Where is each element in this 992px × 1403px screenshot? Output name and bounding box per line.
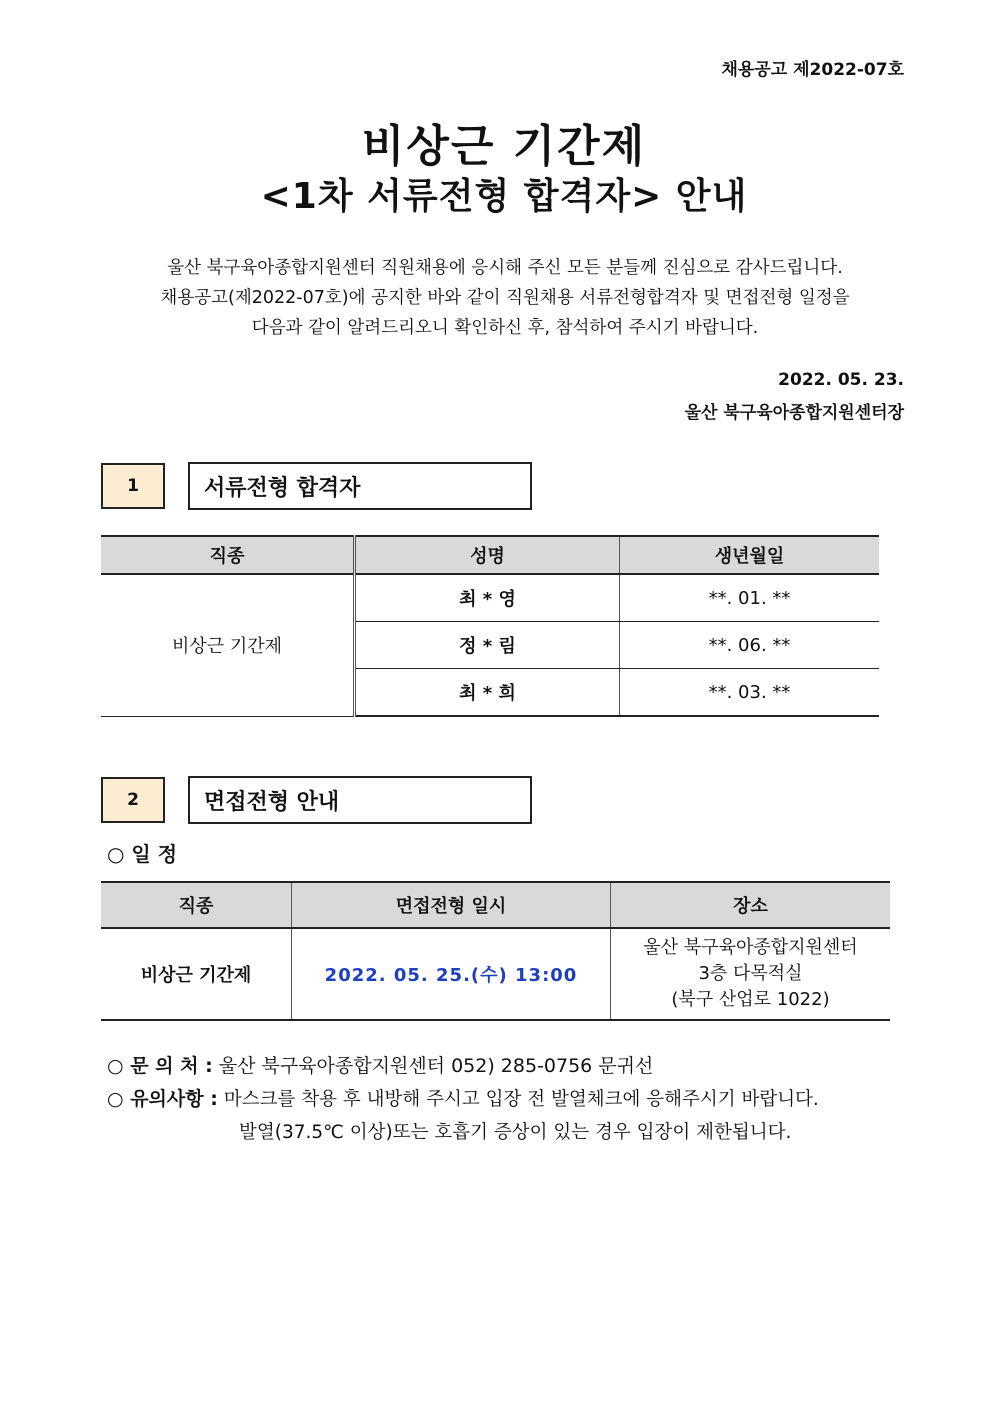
name-cell: 최 * 희 — [355, 669, 620, 717]
intro-text — [60, 253, 950, 343]
column-header: 장소 — [611, 882, 891, 928]
intro-line: 울산 북구육아종합지원센터 직원채용에 응시해 주신 모든 분들께 진심으로 감사드립니다. — [167, 258, 843, 278]
interview-datetime: 2022. 05. 25.(수) 13:00 — [292, 928, 611, 1020]
table-header-row — [101, 536, 879, 574]
job-cell: 비상근 기간제 — [101, 574, 355, 716]
organization-name: 울산 북구육아종합지원센터장 — [684, 403, 904, 423]
column-header: 직종 — [101, 536, 355, 574]
birth-cell: **. 06. ** — [620, 622, 880, 669]
notice-date: 2022. 05. 23. — [778, 370, 904, 390]
schedule-label: ○ 일 정 — [107, 842, 178, 866]
place-line: 울산 북구육아종합지원센터 — [643, 937, 858, 958]
table-header-row — [101, 882, 890, 928]
contact-info — [107, 1051, 653, 1078]
section-number: 2 — [101, 777, 165, 823]
caution-line: 발열(37.5℃ 이상)또는 호흡기 증상이 있는 경우 입장이 제한됩니다. — [239, 1122, 792, 1143]
place-line: 3층 다목적실 — [698, 963, 803, 984]
interview-table — [101, 881, 890, 1021]
job-cell: 비상근 기간제 — [101, 928, 292, 1020]
caution-info — [107, 1084, 819, 1111]
caution-label: ○ 유의사항 : — [107, 1088, 218, 1110]
section-number: 1 — [101, 463, 165, 509]
section-title: 면접전형 안내 — [188, 776, 532, 824]
section-title: 서류전형 합격자 — [188, 462, 532, 510]
page-title: 비상근 기간제 — [361, 121, 647, 172]
column-header: 면접전형 일시 — [292, 882, 611, 928]
passers-table — [101, 535, 879, 717]
interview-place — [611, 928, 891, 1020]
birth-cell: **. 03. ** — [620, 669, 880, 717]
name-cell: 정 * 림 — [355, 622, 620, 669]
place-line: (북구 산업로 1022) — [671, 989, 830, 1010]
birth-cell: **. 01. ** — [620, 574, 880, 622]
intro-line: 다음과 같이 알려드리오니 확인하신 후, 참석하여 주시기 바랍니다. — [251, 318, 759, 338]
column-header: 생년월일 — [620, 536, 880, 574]
notice-number: 채용공고 제2022-07호 — [721, 60, 904, 80]
name-cell: 최 * 영 — [355, 574, 620, 622]
contact-label: ○ 문 의 처 : — [107, 1055, 213, 1077]
column-header: 성명 — [355, 536, 620, 574]
contact-value: 울산 북구육아종합지원센터 052) 285-0756 문귀선 — [218, 1055, 654, 1077]
column-header: 직종 — [101, 882, 292, 928]
page-subtitle: <1차 서류전형 합격자> 안내 — [260, 176, 748, 217]
table-row — [101, 574, 879, 622]
caution-line: 마스크를 착용 후 내방해 주시고 입장 전 발열체크에 응해주시기 바랍니다. — [223, 1089, 819, 1110]
intro-line: 채용공고(제2022-07호)에 공지한 바와 같이 직원채용 서류전형합격자 및 면접전형 일정을 — [160, 288, 850, 308]
table-row — [101, 928, 890, 1020]
